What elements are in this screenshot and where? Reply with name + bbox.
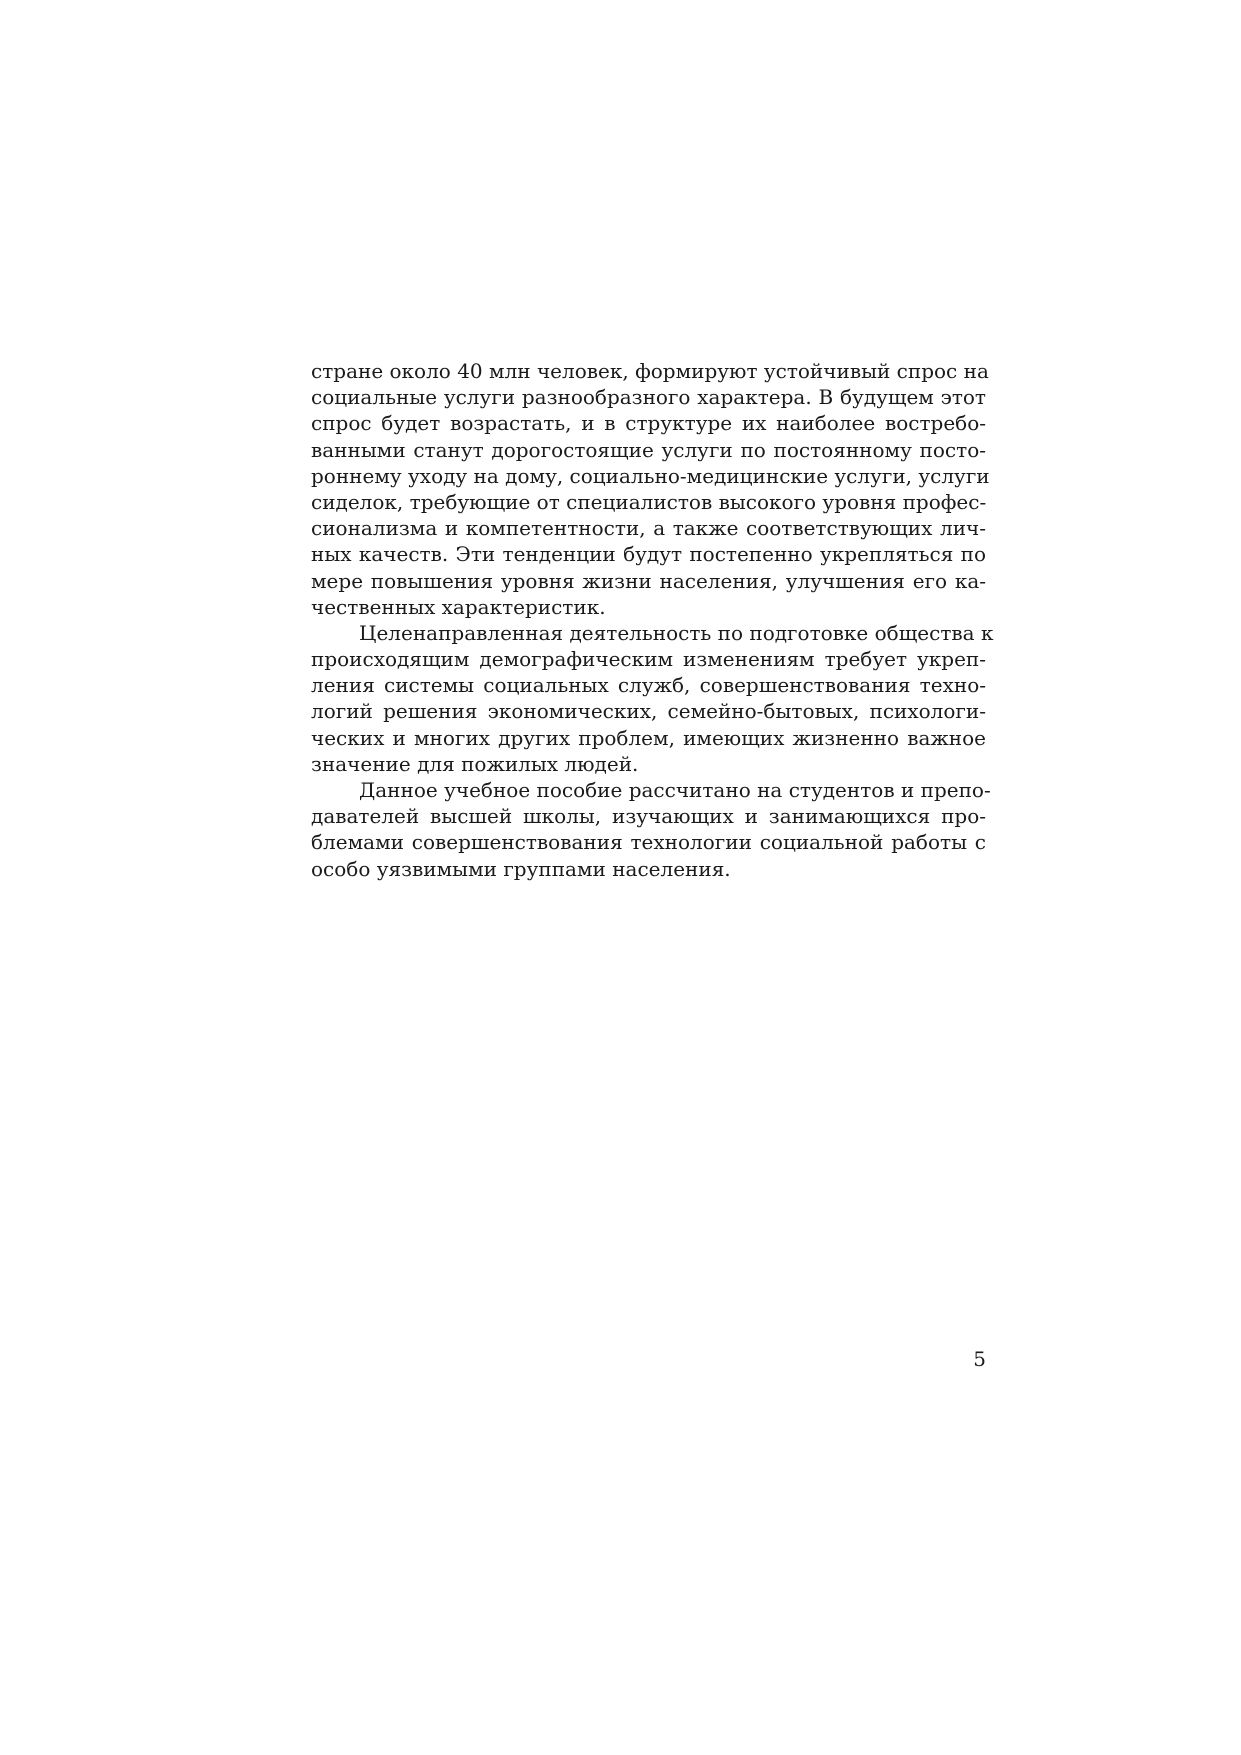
text-line: чественных характеристик. <box>311 594 606 619</box>
text-line: логий решения экономических, семейно-бытовых, психологи- <box>311 699 986 724</box>
body-text <box>311 358 994 882</box>
text-line: стране около 40 млн человек, формируют устойчивый спрос на <box>311 359 989 383</box>
paragraph-1 <box>311 358 990 620</box>
text-line: значение для пожилых людей. <box>311 751 639 776</box>
text-line: мере повышения уровня жизни населения, улучшения его ка- <box>311 568 986 593</box>
text-line: Данное учебное пособие рассчитано на студентов и препо- <box>359 778 991 802</box>
page-number: 5 <box>973 1347 986 1371</box>
text-line: ных качеств. Эти тенденции будут постепенно укрепляться по <box>311 542 986 567</box>
text-line: давателей высшей школы, изучающих и занимающихся про- <box>311 804 986 829</box>
text-line: ческих и многих других проблем, имеющих жизненно важное <box>311 725 986 750</box>
paragraph-3 <box>311 777 991 882</box>
text-line: ления системы социальных служб, совершенствования техно- <box>311 673 986 698</box>
text-line: сиделок, требующие от специалистов высокого уровня профес- <box>311 489 987 514</box>
text-line: спрос будет возрастать, и в структуре их наиболее востребо- <box>311 411 986 436</box>
text-line: Целенаправленная деятельность по подготовке общества к <box>359 620 994 645</box>
paragraph-2 <box>311 620 994 777</box>
text-line: происходящим демографическим изменениям требует укреп- <box>311 647 986 672</box>
text-line: социальные услуги разнообразного характера. В будущем этот <box>311 385 986 410</box>
text-line: роннему уходу на дому, социально-медицинские услуги, услуги <box>311 463 990 488</box>
text-line: блемами совершенствования технологии социальной работы с <box>311 830 986 855</box>
text-line: особо уязвимыми группами населения. <box>311 856 731 881</box>
text-line: сионализма и компетентности, а также соответствующих лич- <box>311 516 986 541</box>
text-line: ванными станут дорогостоящие услуги по постоянному посто- <box>311 437 986 462</box>
